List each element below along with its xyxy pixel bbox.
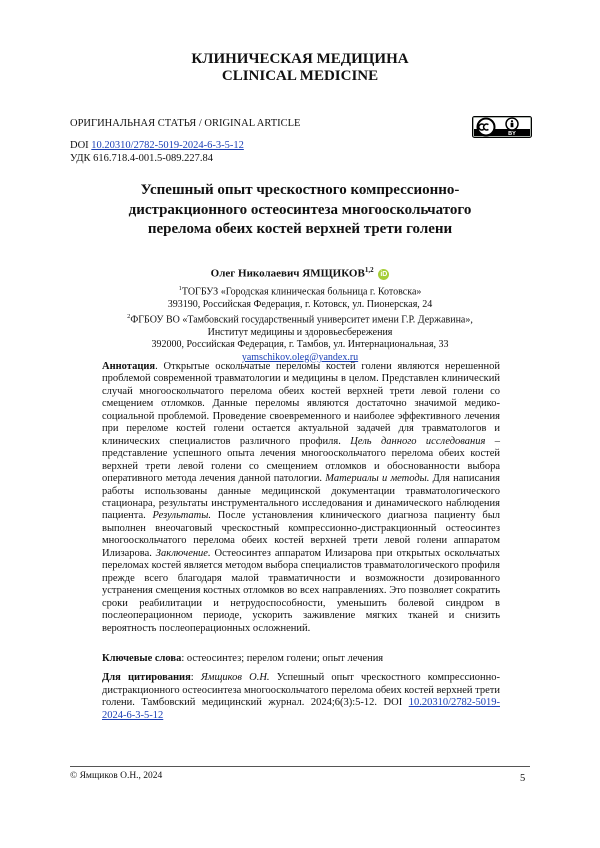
citation-author: Ямщиков О.Н.: [200, 672, 270, 683]
affiliation-sup-1: 1: [178, 285, 182, 292]
abstract-text-1: . Открытые оскольчатые переломы костей голени являются нерешенной проблемой современной травматологии и медицины в целом. Представлен клинический случай многооскольчатого перелома обеих костей верхней трети левой голени со смещением отломков. Данные переломы являются достаточно значимой медико-социальной проблемой. Проведение своевременного и наиболее эффективного лечения при переломе костей голени остается актуальной задачей для травматологов и клинических специалистов различного профиля.: [102, 361, 500, 447]
abstract-methods-label: Материалы и методы.: [325, 473, 430, 485]
citation-doi-link[interactable]: 10.20310/2782-5019-2024-6-3-5-12: [102, 697, 500, 721]
affiliation-1-address: 393190, Российская Федерация, г. Котовск, ул. Пионерская, 24: [167, 298, 433, 310]
udc-code: УДК 616.718.4-001.5-089.227.84: [70, 153, 214, 164]
license-badge-text: BY: [508, 131, 516, 137]
affiliations: [0, 283, 600, 364]
author-line: [0, 266, 600, 280]
orcid-icon[interactable]: iD: [380, 270, 388, 278]
affiliation-2-name: ФГБОУ ВО «Тамбовский государственный университет имени Г.Р. Державина»,: [130, 314, 473, 326]
keywords-text: : остеосинтез; перелом голени; опыт лечения: [181, 653, 384, 664]
affiliation-2-address: 392000, Российская Федерация, г. Тамбов, ул. Интернациональная, 33: [151, 339, 449, 351]
author-name: Олег Николаевич ЯМЩИКОВ: [210, 267, 365, 280]
abstract-text-3: Для написания работы использованы данные медицинской документации травматологического стационара, результаты инструментального исследования и динамического наблюдения пациента.: [102, 473, 500, 522]
journal-header: [0, 51, 600, 85]
page-number: 5: [520, 773, 526, 784]
abstract-aim-label: Цель данного исследования: [350, 435, 486, 447]
abstract-conclusion-label: Заключение.: [155, 547, 211, 559]
doi-label: DOI: [70, 140, 89, 151]
affiliation-sup-2: 2: [127, 313, 131, 321]
journal-title-ru: КЛИНИЧЕСКАЯ МЕДИЦИНА: [191, 51, 409, 67]
abstract-text-2: – представление успешного опыта лечения многооскольчатого перелома обеих костей верхней трети левой голени со смещением отломков и обоснованности выбора оперативного метода лечения данной патологии.: [102, 435, 500, 485]
abstract-text-4: После установления клинического диагноза пациенту был выполнен внеочаговый чрескостный компрессионно-дистракционный остеосинтез многооскольчатого перелома обеих костей верхней трети левой голени аппаратом Илизарова.: [102, 510, 500, 559]
citation-text: Успешный опыт чрескостного компрессионно-дистракционного остеосинтеза многооскольчатого перелома обеих костей верхней трети голени. Тамбовский медицинский журнал. 2024;6(3):5-12. DOI: [102, 672, 501, 709]
doi-block: [70, 139, 244, 165]
abstract-label: Аннотация: [102, 361, 156, 372]
affiliation-2-institute: Институт медицины и здоровьесбережения: [207, 326, 393, 338]
footer-divider: [70, 766, 530, 767]
keywords: [102, 653, 500, 664]
author-email-link[interactable]: yamschikov.oleg@yandex.ru: [241, 351, 359, 363]
abstract-results-label: Результаты.: [152, 510, 212, 522]
citation-sep: :: [190, 672, 201, 683]
keywords-label: Ключевые слова: [102, 653, 182, 664]
affiliation-1-name: ТОГБУЗ «Городская клиническая больница г. Котовска»: [181, 286, 422, 298]
citation: [102, 672, 500, 722]
copyright: © Ямщиков О.Н., 2024: [70, 771, 163, 781]
abstract: [102, 361, 500, 635]
creative-commons-by-icon[interactable]: [472, 116, 532, 138]
article-title: Успешный опыт чрескостного компрессионно-дистракционного остеосинтеза многооскольчатого перелома обеих костей верхней трети голени: [128, 182, 472, 237]
citation-label: Для цитирования: [102, 672, 191, 683]
journal-title-en: CLINICAL MEDICINE: [221, 68, 379, 84]
doi-link[interactable]: 10.20310/2782-5019-2024-6-3-5-12: [91, 140, 244, 151]
abstract-text-5: Остеосинтез аппаратом Илизарова при открытых оскольчатых переломах костей является методом выбора специалистов травматологического профиля прежде всего благодаря малой травматичности и возможности дозированного устранения смещения костных отломков во всех направлениях. Это позволяет сократить сроки реабилитации и нетрудоспособности, уменьшить болевой синдром в послеоперационном периоде, ускорить заживление мягких тканей и снизить вероятность послеоперационных осложнений.: [102, 547, 500, 634]
author-affiliation-sup: 1,2: [364, 266, 374, 274]
article-type: ОРИГИНАЛЬНАЯ СТАТЬЯ / ORIGINAL ARTICLE: [70, 118, 301, 129]
